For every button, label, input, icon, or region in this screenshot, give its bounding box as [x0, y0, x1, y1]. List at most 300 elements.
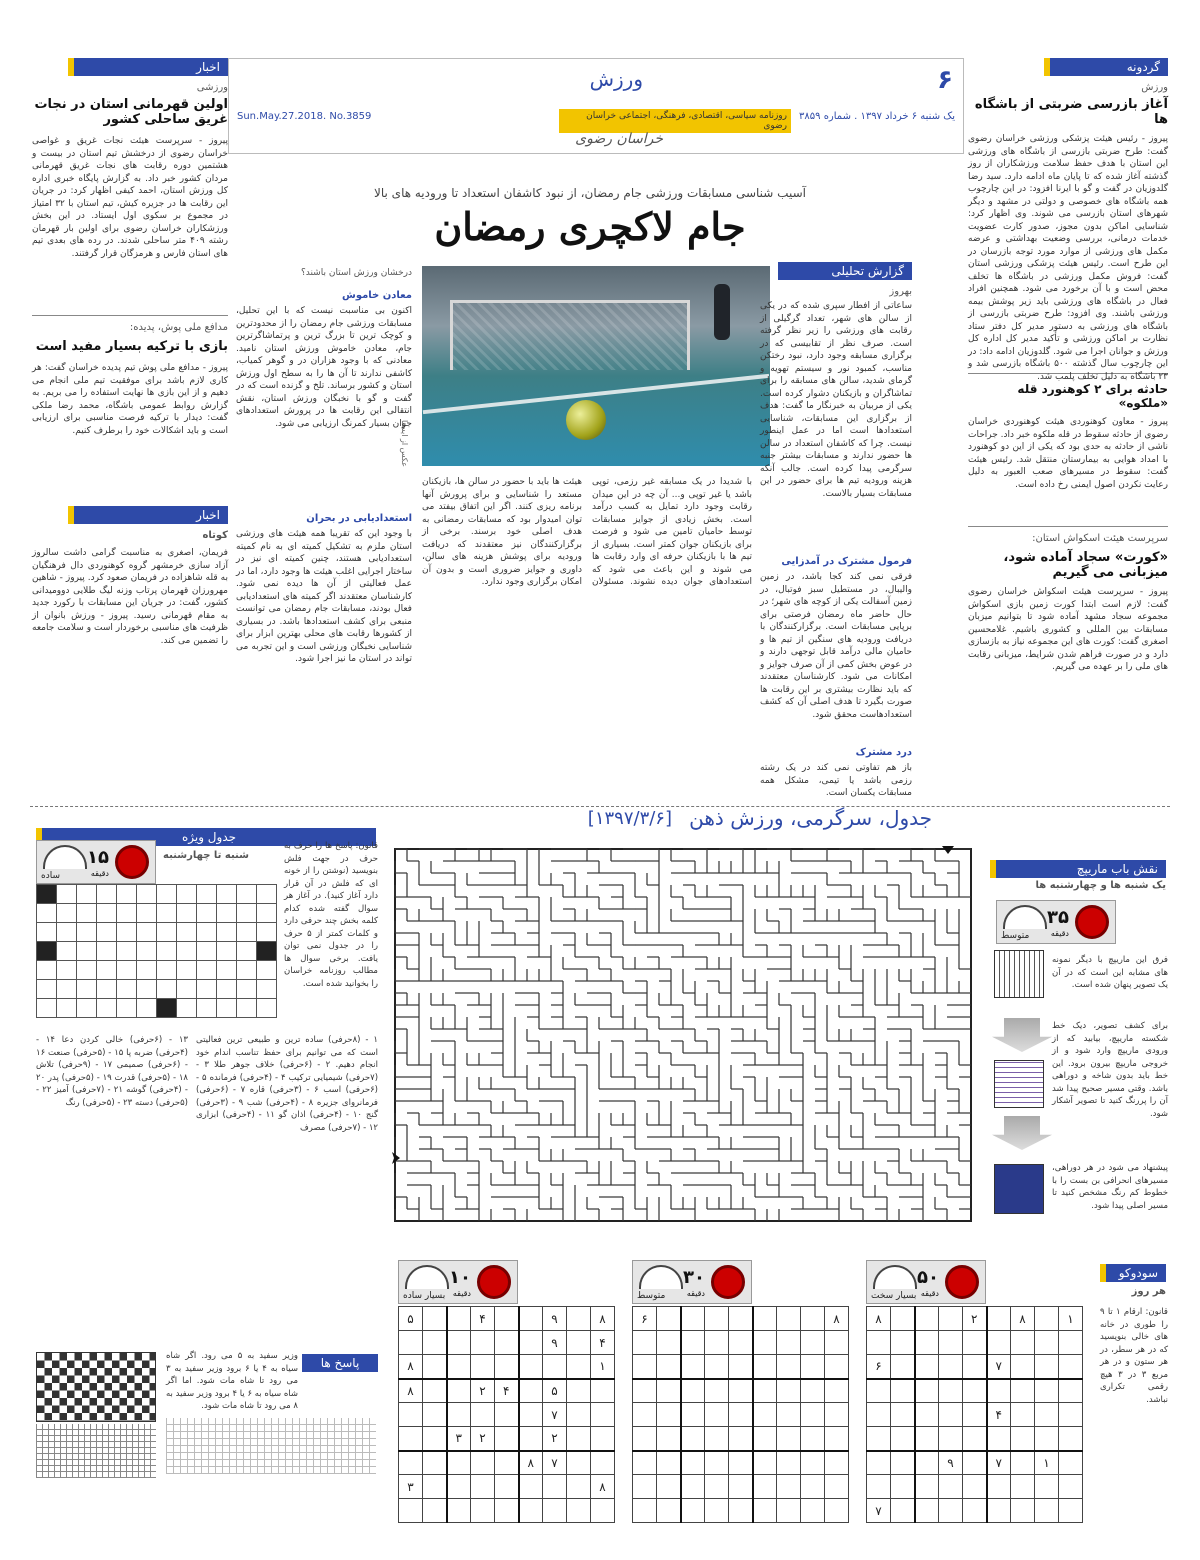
sudoku-cell[interactable] — [447, 1379, 471, 1403]
crossword-cell[interactable] — [97, 961, 117, 980]
sudoku-cell[interactable] — [1011, 1475, 1035, 1499]
sudoku-cell[interactable]: ۸ — [519, 1451, 543, 1475]
sudoku-cell[interactable] — [495, 1331, 519, 1355]
crossword-cell[interactable] — [177, 923, 197, 942]
sudoku-cell[interactable] — [777, 1499, 801, 1523]
sudoku-cell[interactable]: ۹ — [543, 1307, 567, 1331]
sudoku-cell[interactable] — [681, 1499, 705, 1523]
sudoku-cell[interactable] — [681, 1307, 705, 1331]
sudoku-cell[interactable] — [963, 1499, 987, 1523]
sudoku-cell[interactable]: ۴ — [987, 1403, 1011, 1427]
sudoku-cell[interactable] — [705, 1475, 729, 1499]
crossword-cell[interactable] — [137, 961, 157, 980]
sudoku-cell[interactable] — [825, 1331, 849, 1355]
sudoku-cell[interactable] — [801, 1307, 825, 1331]
sudoku-cell[interactable] — [633, 1475, 657, 1499]
sudoku-cell[interactable]: ۶ — [867, 1355, 891, 1379]
sudoku-cell[interactable] — [753, 1427, 777, 1451]
sudoku-cell[interactable] — [891, 1307, 915, 1331]
sudoku-cell[interactable] — [1059, 1379, 1083, 1403]
crossword-cell[interactable] — [197, 980, 217, 999]
crossword-cell[interactable] — [97, 942, 117, 961]
sudoku-cell[interactable] — [447, 1451, 471, 1475]
crossword-cell[interactable] — [157, 942, 177, 961]
sudoku-cell[interactable]: ۸ — [867, 1307, 891, 1331]
crossword-cell[interactable] — [217, 999, 237, 1018]
sudoku-cell[interactable] — [915, 1379, 939, 1403]
sudoku-cell[interactable]: ۷ — [543, 1451, 567, 1475]
crossword-cell[interactable] — [37, 961, 57, 980]
crossword-cell[interactable] — [177, 961, 197, 980]
crossword-cell[interactable] — [37, 904, 57, 923]
crossword-cell[interactable] — [197, 904, 217, 923]
sudoku-cell[interactable] — [495, 1307, 519, 1331]
crossword-cell[interactable] — [197, 942, 217, 961]
sudoku-cell[interactable] — [471, 1403, 495, 1427]
sudoku-cell[interactable] — [633, 1331, 657, 1355]
sudoku-cell[interactable] — [423, 1427, 447, 1451]
sudoku-cell[interactable] — [471, 1451, 495, 1475]
crossword-cell[interactable] — [237, 999, 257, 1018]
crossword-cell[interactable] — [37, 923, 57, 942]
crossword-cell[interactable] — [237, 923, 257, 942]
sudoku-cell[interactable] — [567, 1403, 591, 1427]
crossword-cell[interactable] — [257, 999, 277, 1018]
sudoku-grid-medium[interactable] — [632, 1306, 849, 1523]
sudoku-cell[interactable] — [963, 1403, 987, 1427]
sudoku-cell[interactable] — [729, 1427, 753, 1451]
sudoku-cell[interactable] — [519, 1403, 543, 1427]
sudoku-cell[interactable] — [801, 1475, 825, 1499]
sudoku-cell[interactable] — [567, 1355, 591, 1379]
sudoku-cell[interactable] — [471, 1475, 495, 1499]
sudoku-cell[interactable] — [939, 1403, 963, 1427]
sudoku-cell[interactable] — [657, 1355, 681, 1379]
sudoku-cell[interactable] — [915, 1355, 939, 1379]
crossword-cell[interactable] — [157, 885, 177, 904]
sudoku-cell[interactable] — [519, 1427, 543, 1451]
crossword-cell[interactable] — [157, 980, 177, 999]
sudoku-cell[interactable] — [987, 1427, 1011, 1451]
sudoku-cell[interactable] — [915, 1499, 939, 1523]
crossword-cell[interactable] — [97, 923, 117, 942]
sudoku-cell[interactable] — [447, 1355, 471, 1379]
sudoku-cell[interactable]: ۴ — [591, 1331, 615, 1355]
sudoku-cell[interactable] — [567, 1427, 591, 1451]
crossword-cell[interactable] — [57, 885, 77, 904]
crossword-cell[interactable] — [117, 961, 137, 980]
crossword-cell[interactable] — [257, 980, 277, 999]
sudoku-cell[interactable] — [495, 1427, 519, 1451]
sudoku-cell[interactable] — [825, 1475, 849, 1499]
sudoku-cell[interactable] — [939, 1499, 963, 1523]
sudoku-cell[interactable]: ۴ — [471, 1307, 495, 1331]
sudoku-cell[interactable] — [591, 1451, 615, 1475]
crossword-cell[interactable] — [237, 904, 257, 923]
crossword-cell[interactable] — [77, 923, 97, 942]
sudoku-cell[interactable] — [423, 1307, 447, 1331]
sudoku-cell[interactable] — [891, 1499, 915, 1523]
sudoku-cell[interactable] — [681, 1331, 705, 1355]
sudoku-cell[interactable] — [681, 1451, 705, 1475]
crossword-cell[interactable] — [57, 904, 77, 923]
sudoku-cell[interactable] — [681, 1475, 705, 1499]
sudoku-cell[interactable] — [471, 1331, 495, 1355]
sudoku-cell[interactable] — [423, 1451, 447, 1475]
sudoku-cell[interactable] — [1035, 1331, 1059, 1355]
sudoku-cell[interactable] — [753, 1499, 777, 1523]
crossword-cell[interactable] — [217, 923, 237, 942]
sudoku-cell[interactable] — [801, 1403, 825, 1427]
crossword-cell[interactable] — [97, 904, 117, 923]
sudoku-cell[interactable] — [777, 1355, 801, 1379]
crossword-cell[interactable] — [197, 961, 217, 980]
sudoku-cell[interactable] — [729, 1331, 753, 1355]
sudoku-cell[interactable] — [567, 1451, 591, 1475]
sudoku-cell[interactable] — [939, 1427, 963, 1451]
sudoku-cell[interactable] — [915, 1427, 939, 1451]
sudoku-cell[interactable] — [963, 1331, 987, 1355]
sudoku-cell[interactable] — [519, 1499, 543, 1523]
sudoku-cell[interactable] — [939, 1475, 963, 1499]
crossword-cell[interactable] — [137, 942, 157, 961]
sudoku-cell[interactable] — [777, 1451, 801, 1475]
sudoku-cell[interactable] — [423, 1403, 447, 1427]
crossword-cell[interactable] — [117, 942, 137, 961]
crossword-cell[interactable] — [57, 999, 77, 1018]
sudoku-cell[interactable] — [447, 1475, 471, 1499]
sudoku-cell[interactable] — [729, 1475, 753, 1499]
crossword-cell[interactable] — [37, 980, 57, 999]
sudoku-cell[interactable] — [915, 1451, 939, 1475]
crossword-cell[interactable] — [37, 999, 57, 1018]
sudoku-cell[interactable] — [633, 1427, 657, 1451]
sudoku-cell[interactable] — [519, 1379, 543, 1403]
sudoku-cell[interactable]: ۱ — [1059, 1307, 1083, 1331]
sudoku-cell[interactable] — [753, 1379, 777, 1403]
sudoku-cell[interactable] — [399, 1427, 423, 1451]
sudoku-cell[interactable] — [729, 1379, 753, 1403]
sudoku-cell[interactable] — [447, 1499, 471, 1523]
sudoku-cell[interactable] — [777, 1475, 801, 1499]
sudoku-cell[interactable] — [987, 1307, 1011, 1331]
sudoku-cell[interactable] — [867, 1427, 891, 1451]
sudoku-cell[interactable]: ۸ — [591, 1307, 615, 1331]
sudoku-cell[interactable] — [891, 1379, 915, 1403]
sudoku-cell[interactable]: ۸ — [591, 1475, 615, 1499]
sudoku-cell[interactable] — [657, 1427, 681, 1451]
sudoku-cell[interactable] — [705, 1331, 729, 1355]
sudoku-cell[interactable] — [1059, 1403, 1083, 1427]
sudoku-cell[interactable] — [939, 1331, 963, 1355]
sudoku-cell[interactable] — [633, 1403, 657, 1427]
sudoku-cell[interactable] — [567, 1331, 591, 1355]
sudoku-cell[interactable] — [1011, 1403, 1035, 1427]
crossword-cell[interactable] — [117, 980, 137, 999]
sudoku-cell[interactable] — [423, 1499, 447, 1523]
sudoku-cell[interactable] — [543, 1355, 567, 1379]
sudoku-cell[interactable] — [657, 1331, 681, 1355]
sudoku-cell[interactable] — [753, 1403, 777, 1427]
sudoku-cell[interactable]: ۸ — [1011, 1307, 1035, 1331]
crossword-cell[interactable] — [57, 942, 77, 961]
sudoku-cell[interactable] — [1011, 1451, 1035, 1475]
sudoku-cell[interactable] — [825, 1355, 849, 1379]
sudoku-cell[interactable] — [567, 1499, 591, 1523]
sudoku-cell[interactable] — [729, 1451, 753, 1475]
crossword-cell[interactable] — [137, 980, 157, 999]
sudoku-cell[interactable] — [777, 1379, 801, 1403]
sudoku-cell[interactable] — [891, 1427, 915, 1451]
sudoku-cell[interactable] — [1011, 1379, 1035, 1403]
sudoku-cell[interactable] — [801, 1379, 825, 1403]
sudoku-cell[interactable] — [399, 1451, 423, 1475]
crossword-cell[interactable] — [37, 885, 57, 904]
sudoku-cell[interactable] — [705, 1451, 729, 1475]
sudoku-cell[interactable] — [777, 1403, 801, 1427]
sudoku-cell[interactable] — [1011, 1331, 1035, 1355]
sudoku-cell[interactable] — [801, 1451, 825, 1475]
sudoku-cell[interactable] — [519, 1355, 543, 1379]
sudoku-cell[interactable] — [987, 1475, 1011, 1499]
sudoku-cell[interactable] — [567, 1475, 591, 1499]
crossword-cell[interactable] — [137, 885, 157, 904]
sudoku-cell[interactable]: ۴ — [495, 1379, 519, 1403]
sudoku-cell[interactable] — [633, 1379, 657, 1403]
sudoku-cell[interactable]: ۸ — [825, 1307, 849, 1331]
sudoku-cell[interactable]: ۷ — [987, 1451, 1011, 1475]
sudoku-cell[interactable] — [1011, 1355, 1035, 1379]
sudoku-cell[interactable] — [657, 1475, 681, 1499]
sudoku-cell[interactable] — [495, 1355, 519, 1379]
crossword-cell[interactable] — [197, 923, 217, 942]
sudoku-cell[interactable] — [423, 1331, 447, 1355]
sudoku-cell[interactable] — [591, 1427, 615, 1451]
sudoku-cell[interactable] — [1059, 1427, 1083, 1451]
sudoku-cell[interactable] — [495, 1451, 519, 1475]
maze-grid[interactable] — [394, 848, 980, 1220]
sudoku-cell[interactable] — [939, 1307, 963, 1331]
sudoku-cell[interactable] — [423, 1475, 447, 1499]
crossword-cell[interactable] — [117, 923, 137, 942]
sudoku-cell[interactable]: ۲ — [471, 1379, 495, 1403]
sudoku-cell[interactable] — [1011, 1499, 1035, 1523]
sudoku-cell[interactable] — [777, 1427, 801, 1451]
crossword-cell[interactable] — [57, 961, 77, 980]
crossword-cell[interactable] — [77, 904, 97, 923]
sudoku-cell[interactable] — [867, 1403, 891, 1427]
crossword-cell[interactable] — [217, 885, 237, 904]
sudoku-cell[interactable] — [1059, 1451, 1083, 1475]
sudoku-cell[interactable] — [591, 1499, 615, 1523]
sudoku-cell[interactable]: ۲ — [963, 1307, 987, 1331]
sudoku-cell[interactable] — [801, 1355, 825, 1379]
crossword-cell[interactable] — [117, 885, 137, 904]
crossword-cell[interactable] — [77, 999, 97, 1018]
sudoku-cell[interactable] — [567, 1379, 591, 1403]
crossword-cell[interactable] — [97, 999, 117, 1018]
sudoku-cell[interactable]: ۳ — [399, 1475, 423, 1499]
sudoku-cell[interactable] — [633, 1499, 657, 1523]
crossword-cell[interactable] — [37, 942, 57, 961]
sudoku-cell[interactable] — [963, 1475, 987, 1499]
sudoku-cell[interactable] — [729, 1307, 753, 1331]
sudoku-cell[interactable] — [915, 1475, 939, 1499]
sudoku-cell[interactable] — [519, 1307, 543, 1331]
crossword-cell[interactable] — [117, 904, 137, 923]
sudoku-cell[interactable] — [1035, 1403, 1059, 1427]
crossword-cell[interactable] — [137, 999, 157, 1018]
sudoku-cell[interactable] — [867, 1451, 891, 1475]
sudoku-cell[interactable] — [801, 1499, 825, 1523]
sudoku-cell[interactable] — [729, 1499, 753, 1523]
sudoku-cell[interactable] — [801, 1427, 825, 1451]
sudoku-cell[interactable] — [591, 1379, 615, 1403]
crossword-cell[interactable] — [157, 904, 177, 923]
sudoku-cell[interactable] — [495, 1499, 519, 1523]
sudoku-cell[interactable] — [825, 1451, 849, 1475]
sudoku-cell[interactable] — [681, 1427, 705, 1451]
crossword-cell[interactable] — [77, 942, 97, 961]
sudoku-cell[interactable] — [891, 1475, 915, 1499]
sudoku-cell[interactable] — [753, 1307, 777, 1331]
crossword-cell[interactable] — [137, 904, 157, 923]
sudoku-cell[interactable] — [399, 1499, 423, 1523]
sudoku-cell[interactable] — [777, 1307, 801, 1331]
sudoku-cell[interactable] — [729, 1355, 753, 1379]
sudoku-cell[interactable] — [705, 1307, 729, 1331]
sudoku-cell[interactable] — [987, 1379, 1011, 1403]
sudoku-cell[interactable] — [987, 1499, 1011, 1523]
sudoku-cell[interactable] — [399, 1331, 423, 1355]
crossword-cell[interactable] — [217, 980, 237, 999]
crossword-cell[interactable] — [177, 942, 197, 961]
sudoku-cell[interactable] — [633, 1451, 657, 1475]
crossword-cell[interactable] — [257, 942, 277, 961]
sudoku-cell[interactable] — [867, 1379, 891, 1403]
sudoku-cell[interactable] — [915, 1331, 939, 1355]
crossword-cell[interactable] — [77, 961, 97, 980]
sudoku-cell[interactable] — [939, 1355, 963, 1379]
sudoku-cell[interactable] — [633, 1355, 657, 1379]
crossword-cell[interactable] — [177, 904, 197, 923]
crossword-cell[interactable] — [97, 885, 117, 904]
sudoku-cell[interactable]: ۲ — [543, 1427, 567, 1451]
crossword-cell[interactable] — [57, 923, 77, 942]
crossword-cell[interactable] — [177, 885, 197, 904]
sudoku-cell[interactable] — [681, 1355, 705, 1379]
sudoku-cell[interactable]: ۳ — [447, 1427, 471, 1451]
sudoku-cell[interactable]: ۲ — [471, 1427, 495, 1451]
crossword-cell[interactable] — [97, 980, 117, 999]
sudoku-cell[interactable] — [825, 1499, 849, 1523]
sudoku-cell[interactable] — [891, 1331, 915, 1355]
crossword-cell[interactable] — [197, 885, 217, 904]
sudoku-cell[interactable] — [825, 1403, 849, 1427]
crossword-cell[interactable] — [237, 942, 257, 961]
sudoku-cell[interactable] — [495, 1475, 519, 1499]
sudoku-cell[interactable] — [801, 1331, 825, 1355]
sudoku-cell[interactable] — [543, 1499, 567, 1523]
crossword-cell[interactable] — [57, 980, 77, 999]
sudoku-cell[interactable] — [657, 1451, 681, 1475]
crossword-cell[interactable] — [157, 961, 177, 980]
crossword-cell[interactable] — [257, 923, 277, 942]
sudoku-cell[interactable] — [1059, 1355, 1083, 1379]
sudoku-cell[interactable] — [963, 1427, 987, 1451]
sudoku-cell[interactable] — [1059, 1499, 1083, 1523]
crossword-cell[interactable] — [257, 885, 277, 904]
sudoku-cell[interactable] — [825, 1379, 849, 1403]
sudoku-cell[interactable] — [1035, 1307, 1059, 1331]
sudoku-cell[interactable] — [471, 1355, 495, 1379]
sudoku-cell[interactable] — [777, 1331, 801, 1355]
crossword-cell[interactable] — [217, 942, 237, 961]
crossword-cell[interactable] — [77, 980, 97, 999]
sudoku-cell[interactable]: ۷ — [543, 1403, 567, 1427]
sudoku-cell[interactable] — [1059, 1475, 1083, 1499]
sudoku-cell[interactable]: ۷ — [867, 1499, 891, 1523]
sudoku-cell[interactable]: ۹ — [543, 1331, 567, 1355]
sudoku-cell[interactable]: ۸ — [399, 1379, 423, 1403]
sudoku-cell[interactable]: ۱ — [591, 1355, 615, 1379]
crossword-cell[interactable] — [197, 999, 217, 1018]
sudoku-cell[interactable]: ۸ — [399, 1355, 423, 1379]
sudoku-cell[interactable] — [447, 1307, 471, 1331]
sudoku-cell[interactable] — [963, 1355, 987, 1379]
sudoku-cell[interactable] — [987, 1331, 1011, 1355]
sudoku-cell[interactable] — [705, 1403, 729, 1427]
crossword-cell[interactable] — [217, 904, 237, 923]
sudoku-cell[interactable] — [867, 1331, 891, 1355]
crossword-cell[interactable] — [117, 999, 137, 1018]
sudoku-cell[interactable] — [705, 1379, 729, 1403]
sudoku-cell[interactable]: ۷ — [987, 1355, 1011, 1379]
sudoku-cell[interactable] — [399, 1403, 423, 1427]
crossword-cell[interactable] — [157, 999, 177, 1018]
sudoku-cell[interactable] — [681, 1379, 705, 1403]
sudoku-cell[interactable] — [567, 1307, 591, 1331]
sudoku-grid-easy[interactable] — [398, 1306, 615, 1523]
sudoku-cell[interactable] — [891, 1355, 915, 1379]
crossword-cell[interactable] — [257, 904, 277, 923]
crossword-cell[interactable] — [237, 961, 257, 980]
sudoku-cell[interactable] — [1035, 1427, 1059, 1451]
sudoku-cell[interactable] — [657, 1499, 681, 1523]
sudoku-cell[interactable]: ۵ — [399, 1307, 423, 1331]
sudoku-cell[interactable] — [939, 1379, 963, 1403]
sudoku-cell[interactable]: ۵ — [543, 1379, 567, 1403]
sudoku-cell[interactable] — [891, 1451, 915, 1475]
crossword-cell[interactable] — [237, 885, 257, 904]
sudoku-cell[interactable] — [825, 1427, 849, 1451]
sudoku-cell[interactable] — [681, 1403, 705, 1427]
sudoku-cell[interactable] — [543, 1475, 567, 1499]
sudoku-cell[interactable] — [1059, 1331, 1083, 1355]
special-crossword-grid[interactable] — [36, 884, 277, 1018]
sudoku-cell[interactable]: ۹ — [939, 1451, 963, 1475]
sudoku-cell[interactable] — [657, 1379, 681, 1403]
crossword-cell[interactable] — [217, 961, 237, 980]
crossword-cell[interactable] — [77, 885, 97, 904]
sudoku-cell[interactable] — [519, 1475, 543, 1499]
sudoku-cell[interactable] — [657, 1307, 681, 1331]
sudoku-cell[interactable] — [915, 1403, 939, 1427]
sudoku-cell[interactable] — [447, 1403, 471, 1427]
sudoku-cell[interactable] — [705, 1355, 729, 1379]
sudoku-cell[interactable] — [1035, 1379, 1059, 1403]
crossword-cell[interactable] — [157, 923, 177, 942]
